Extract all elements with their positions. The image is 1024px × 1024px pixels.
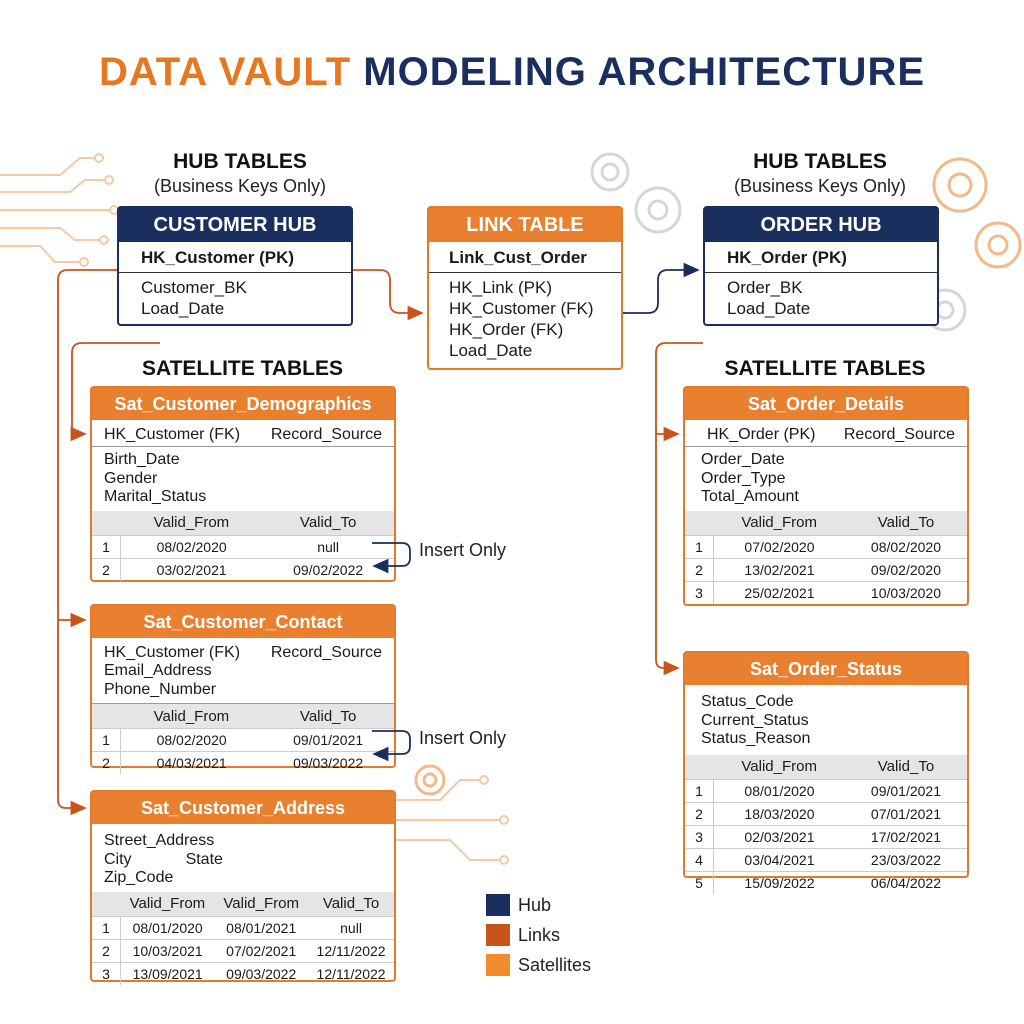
- legend-label: Links: [518, 924, 561, 945]
- sat-order-details-field: Order_Type: [701, 469, 786, 487]
- sat-address-field: City: [104, 850, 132, 868]
- table-row: 1 08/01/2020 08/01/2021 null: [92, 916, 394, 939]
- sat-order-details-source: Record_Source: [843, 426, 955, 443]
- insert-only-arrow-2: [372, 731, 410, 754]
- column-header: Valid_To: [308, 892, 394, 917]
- table-row: 1 08/02/2020 null: [92, 535, 394, 558]
- order-hub-title: ORDER HUB: [705, 208, 937, 242]
- table-row: 1 08/02/2020 09/01/2021: [92, 729, 394, 752]
- link-table-field: HK_Customer (FK): [449, 299, 594, 318]
- sat-contact-field: Email_Address: [104, 662, 212, 679]
- sat-contact-title: Sat_Customer_Contact: [92, 606, 394, 638]
- table-row: 2 10/03/2021 07/02/2021 12/11/2022: [92, 939, 394, 962]
- legend-swatch: [486, 924, 510, 946]
- customer-hub-field: Load_Date: [141, 299, 225, 318]
- legend-item-satellites: [486, 954, 591, 976]
- column-header: Valid_From: [121, 892, 215, 917]
- customer-hub-to-satellites-connector: [58, 270, 117, 808]
- column-header: Valid_To: [262, 704, 394, 729]
- order-hub-field: Load_Date: [727, 299, 811, 318]
- title-rest: MODELING ARCHITECTURE: [363, 50, 926, 94]
- table-row: 2 04/03/2021 09/03/2022: [92, 752, 394, 775]
- legend-swatch: [486, 954, 510, 976]
- right-satellite-heading: SATELLITE TABLES: [724, 357, 926, 380]
- customer-hub-title: CUSTOMER HUB: [119, 208, 351, 242]
- legend-swatch: [486, 894, 510, 916]
- link-table-title: LINK TABLE: [429, 208, 621, 242]
- column-header: Valid_From: [714, 511, 845, 536]
- left-hub-subheading: (Business Keys Only): [153, 176, 327, 196]
- table-row: 3 13/09/2021 09/03/2022 12/11/2022: [92, 962, 394, 985]
- table-row: 3 25/02/2021 10/03/2020: [685, 581, 967, 604]
- column-header: Valid_To: [845, 511, 967, 536]
- link-table-field: HK_Order (FK): [449, 320, 564, 339]
- legend-item-hub: [486, 894, 551, 916]
- left-hub-heading: HUB TABLES: [173, 150, 307, 173]
- right-hub-heading: HUB TABLES: [753, 150, 887, 173]
- customer-hub-pk: HK_Customer (PK): [119, 242, 351, 273]
- sat-demographics-title: Sat_Customer_Demographics: [92, 388, 394, 420]
- sat-demographics-field: Gender: [104, 469, 158, 487]
- link-table-pk: Link_Cust_Order: [429, 242, 621, 273]
- link-to-order-hub-connector: [623, 270, 698, 313]
- order-hub-field: Order_BK: [727, 278, 803, 297]
- sat-order-status-field: Status_Code: [701, 693, 794, 710]
- column-header: Valid_From: [714, 755, 845, 780]
- legend-label: Hub: [518, 894, 552, 915]
- column-header: Valid_From: [121, 704, 263, 729]
- sat-demographics-field: Marital_Status: [104, 488, 207, 505]
- sat-contact-field: Phone_Number: [104, 680, 217, 698]
- sat-address-field: State: [185, 850, 223, 868]
- left-satellite-heading: SATELLITE TABLES: [141, 357, 344, 380]
- sat-order-details-field: Order_Date: [701, 451, 785, 468]
- table-row: 2 13/02/2021 09/02/2020: [685, 558, 967, 581]
- sat-contact-source: Record_Source: [270, 644, 382, 661]
- hub-to-link-connector: [353, 270, 422, 313]
- order-hub-to-satellites-connector: [656, 343, 703, 668]
- customer-hub-field: Customer_BK: [141, 278, 247, 297]
- sat-address-field: Street_Address: [104, 832, 215, 849]
- insert-only-note: Insert Only: [419, 540, 507, 560]
- legend-label: Satellites: [518, 954, 592, 975]
- legend-item-links: [486, 924, 560, 946]
- title-accent: DATA VAULT: [98, 50, 352, 94]
- sat-order-details-field: Total_Amount: [701, 488, 799, 505]
- table-row: 5 15/09/2022 06/04/2022: [685, 871, 967, 894]
- sat-order-details-key: HK_Order (PK): [707, 426, 816, 443]
- right-hub-subheading: (Business Keys Only): [733, 176, 907, 196]
- sat-demographics-source: Record_Source: [270, 426, 382, 443]
- table-row: 4 03/04/2021 23/03/2022: [685, 848, 967, 871]
- column-header: Valid_From: [214, 892, 308, 917]
- sat-order-details-title: Sat_Order_Details: [685, 388, 967, 420]
- order-hub-pk: HK_Order (PK): [705, 242, 937, 273]
- insert-only-arrow-1: [372, 543, 410, 566]
- insert-only-note: Insert Only: [419, 728, 507, 748]
- table-row: 1 08/01/2020 09/01/2021: [685, 779, 967, 802]
- table-row: 2 03/02/2021 09/02/2022: [92, 558, 394, 581]
- sat-order-status-field: Current_Status: [701, 711, 809, 729]
- sat-address-title: Sat_Customer_Address: [92, 792, 394, 824]
- link-table-field: Load_Date: [449, 341, 533, 360]
- column-header: Valid_To: [262, 511, 394, 536]
- sat-address-field: Zip_Code: [104, 869, 174, 886]
- sat-order-status-title: Sat_Order_Status: [685, 653, 967, 685]
- table-row: 2 18/03/2020 07/01/2021: [685, 802, 967, 825]
- link-table-field: HK_Link (PK): [449, 278, 552, 297]
- sat-demographics-key: HK_Customer (FK): [104, 426, 241, 443]
- table-row: 3 02/03/2021 17/02/2021: [685, 825, 967, 848]
- column-header: Valid_To: [845, 755, 967, 780]
- sat-order-status-field: Status_Reason: [701, 730, 811, 747]
- table-row: 1 07/02/2020 08/02/2020: [685, 535, 967, 558]
- to-demographics-connector: [72, 343, 160, 434]
- column-header: Valid_From: [121, 511, 263, 536]
- sat-contact-key: HK_Customer (FK): [104, 644, 241, 661]
- sat-demographics-field: Birth_Date: [104, 451, 180, 468]
